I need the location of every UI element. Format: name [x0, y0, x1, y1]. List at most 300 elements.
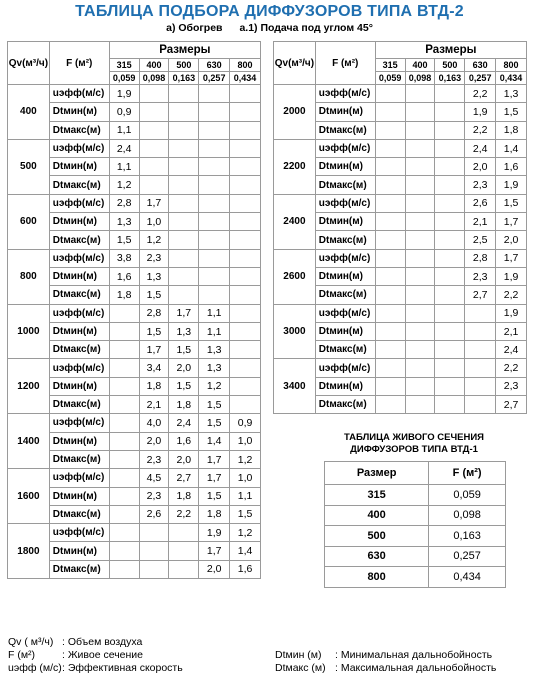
- legend-desc: : Минимальная дальнобойность: [335, 649, 493, 661]
- value-cell: [230, 176, 261, 194]
- legend-key: uэфф (м/с): [8, 662, 62, 674]
- value-cell: [435, 85, 465, 103]
- value-cell: [109, 542, 139, 560]
- value-cell: 3,8: [109, 249, 139, 267]
- value-cell: 1,5: [199, 487, 230, 505]
- row-label: uэфф(м/с): [315, 359, 375, 377]
- value-cell: [230, 103, 261, 121]
- value-cell: [375, 377, 405, 395]
- value-cell: 2,2: [496, 359, 527, 377]
- section-size: 400: [325, 505, 429, 526]
- value-cell: [435, 249, 465, 267]
- value-cell: 0,9: [230, 414, 261, 432]
- row-label: Dtмин(м): [49, 158, 109, 176]
- value-cell: 1,9: [496, 304, 527, 322]
- value-cell: [169, 231, 199, 249]
- area-800: 0,434: [230, 72, 261, 85]
- value-cell: 1,7: [199, 450, 230, 468]
- value-cell: [109, 450, 139, 468]
- value-cell: 2,3: [496, 377, 527, 395]
- legend-item: [8, 636, 183, 649]
- row-label: uэфф(м/с): [49, 249, 109, 267]
- table-row: [8, 249, 261, 267]
- section-table-title-line2: ДИФФУЗОРОВ ТИПА ВТД-1: [350, 444, 478, 455]
- value-cell: 1,2: [230, 450, 261, 468]
- table-row: [274, 85, 527, 103]
- value-cell: [405, 286, 435, 304]
- value-cell: [109, 396, 139, 414]
- value-cell: 2,0: [465, 158, 496, 176]
- table-row: [274, 359, 527, 377]
- value-cell: [405, 396, 435, 414]
- table-row: [8, 304, 261, 322]
- value-cell: [139, 176, 169, 194]
- value-cell: [375, 341, 405, 359]
- value-cell: 1,7: [139, 341, 169, 359]
- value-cell: 1,5: [230, 505, 261, 523]
- value-cell: [230, 194, 261, 212]
- value-cell: 2,0: [496, 231, 527, 249]
- legend-desc: : Эффективная скорость: [62, 662, 183, 674]
- value-cell: [375, 121, 405, 139]
- value-cell: [375, 231, 405, 249]
- value-cell: 1,6: [109, 267, 139, 285]
- row-label: uэфф(м/с): [49, 85, 109, 103]
- value-cell: 1,6: [496, 158, 527, 176]
- value-cell: [435, 213, 465, 231]
- row-label: Dtмакс(м): [49, 341, 109, 359]
- subtitle-angle: а.1) Подача под углом 45°: [239, 22, 373, 34]
- value-cell: [435, 359, 465, 377]
- value-cell: [375, 396, 405, 414]
- value-cell: [230, 158, 261, 176]
- value-cell: [405, 139, 435, 157]
- table-row: [8, 139, 261, 157]
- value-cell: 0,9: [109, 103, 139, 121]
- area-315: 0,059: [109, 72, 139, 85]
- value-cell: [435, 322, 465, 340]
- value-cell: 1,7: [139, 194, 169, 212]
- section-size: 630: [325, 546, 429, 567]
- value-cell: [109, 322, 139, 340]
- section-size: 315: [325, 485, 429, 506]
- value-cell: 1,5: [199, 396, 230, 414]
- value-cell: 2,8: [109, 194, 139, 212]
- value-cell: 2,2: [465, 121, 496, 139]
- size-400: 400: [405, 59, 435, 72]
- value-cell: 1,6: [230, 560, 261, 578]
- legend-item: [8, 649, 183, 662]
- value-cell: [465, 341, 496, 359]
- table-row: [8, 414, 261, 432]
- value-cell: [230, 249, 261, 267]
- value-cell: [109, 341, 139, 359]
- value-cell: [465, 304, 496, 322]
- value-cell: [199, 139, 230, 157]
- value-cell: [109, 432, 139, 450]
- qv-value: 3400: [274, 359, 316, 414]
- legend-key: Dtмакс (м): [275, 662, 326, 674]
- value-cell: 2,6: [465, 194, 496, 212]
- value-cell: [169, 542, 199, 560]
- value-cell: 1,4: [199, 432, 230, 450]
- value-cell: [169, 560, 199, 578]
- row-label: uэфф(м/с): [315, 304, 375, 322]
- value-cell: [375, 85, 405, 103]
- value-cell: [199, 249, 230, 267]
- row-label: Dtмин(м): [315, 158, 375, 176]
- value-cell: 2,7: [465, 286, 496, 304]
- value-cell: 2,0: [169, 450, 199, 468]
- value-cell: 1,1: [109, 158, 139, 176]
- value-cell: [405, 103, 435, 121]
- legend-desc: : Объем воздуха: [62, 636, 143, 648]
- value-cell: [230, 286, 261, 304]
- row-label: Dtмакс(м): [315, 231, 375, 249]
- row-label: Dtмакс(м): [49, 121, 109, 139]
- value-cell: [375, 176, 405, 194]
- value-cell: 1,8: [139, 377, 169, 395]
- size-315: 315: [375, 59, 405, 72]
- row-label: uэфф(м/с): [49, 304, 109, 322]
- value-cell: 2,1: [139, 396, 169, 414]
- value-cell: [405, 213, 435, 231]
- value-cell: [375, 158, 405, 176]
- value-cell: 1,5: [139, 286, 169, 304]
- value-cell: [405, 249, 435, 267]
- table-row: [8, 194, 261, 212]
- value-cell: [230, 396, 261, 414]
- value-cell: [435, 341, 465, 359]
- value-cell: 1,7: [496, 249, 527, 267]
- value-cell: 1,4: [230, 542, 261, 560]
- value-cell: 2,0: [199, 560, 230, 578]
- value-cell: 1,3: [169, 322, 199, 340]
- area-400: 0,098: [139, 72, 169, 85]
- value-cell: [375, 139, 405, 157]
- value-cell: [405, 322, 435, 340]
- value-cell: 1,8: [169, 396, 199, 414]
- section-area: 0,098: [429, 505, 506, 526]
- value-cell: 2,0: [169, 359, 199, 377]
- value-cell: [139, 158, 169, 176]
- value-cell: 1,1: [199, 304, 230, 322]
- row-label: Dtмакс(м): [315, 341, 375, 359]
- value-cell: 2,2: [465, 85, 496, 103]
- row-label: Dtмакс(м): [49, 176, 109, 194]
- value-cell: [230, 85, 261, 103]
- value-cell: [435, 194, 465, 212]
- value-cell: 2,3: [465, 267, 496, 285]
- value-cell: [435, 377, 465, 395]
- value-cell: 2,0: [139, 432, 169, 450]
- value-cell: 2,7: [169, 469, 199, 487]
- value-cell: 1,0: [230, 469, 261, 487]
- value-cell: [169, 176, 199, 194]
- row-label: Dtмакс(м): [315, 286, 375, 304]
- value-cell: [230, 377, 261, 395]
- value-cell: 1,6: [169, 432, 199, 450]
- value-cell: 1,9: [199, 524, 230, 542]
- size-630: 630: [199, 59, 230, 72]
- legend-key: F (м²): [8, 649, 36, 661]
- row-label: Dtмакс(м): [49, 231, 109, 249]
- value-cell: [375, 194, 405, 212]
- legend-left: [8, 636, 183, 675]
- value-cell: [199, 121, 230, 139]
- value-cell: 1,0: [230, 432, 261, 450]
- f-header: F (м²): [315, 42, 375, 85]
- value-cell: [109, 304, 139, 322]
- value-cell: 1,5: [169, 341, 199, 359]
- value-cell: 1,7: [496, 213, 527, 231]
- value-cell: 1,2: [139, 231, 169, 249]
- value-cell: 2,4: [465, 139, 496, 157]
- value-cell: [375, 359, 405, 377]
- page-subtitle: [0, 22, 539, 34]
- value-cell: [169, 139, 199, 157]
- qv-value: 2000: [274, 85, 316, 140]
- value-cell: [139, 85, 169, 103]
- section-area: 0,257: [429, 546, 506, 567]
- value-cell: 2,8: [139, 304, 169, 322]
- value-cell: [405, 267, 435, 285]
- value-cell: [435, 304, 465, 322]
- row-label: Dtмин(м): [315, 103, 375, 121]
- row-label: Dtмакс(м): [49, 450, 109, 468]
- value-cell: 1,5: [496, 103, 527, 121]
- value-cell: 2,3: [139, 249, 169, 267]
- value-cell: [199, 103, 230, 121]
- value-cell: [465, 322, 496, 340]
- value-cell: [199, 213, 230, 231]
- table-row: [325, 505, 506, 526]
- value-cell: [199, 231, 230, 249]
- value-cell: 1,9: [496, 176, 527, 194]
- page-title: ТАБЛИЦА ПОДБОРА ДИФФУЗОРОВ ТИПА ВТД-2: [75, 3, 464, 20]
- area-630: 0,257: [199, 72, 230, 85]
- row-label: Dtмакс(м): [49, 560, 109, 578]
- value-cell: 1,2: [230, 524, 261, 542]
- row-label: Dtмин(м): [315, 267, 375, 285]
- legend-desc: : Максимальная дальнобойность: [335, 662, 497, 674]
- value-cell: [199, 194, 230, 212]
- value-cell: 1,9: [109, 85, 139, 103]
- value-cell: 3,4: [139, 359, 169, 377]
- value-cell: 2,8: [465, 249, 496, 267]
- value-cell: [230, 359, 261, 377]
- value-cell: [435, 396, 465, 414]
- row-label: Dtмин(м): [49, 377, 109, 395]
- value-cell: [465, 396, 496, 414]
- legend-item: [8, 662, 183, 675]
- value-cell: [169, 267, 199, 285]
- value-cell: [109, 469, 139, 487]
- size-800: 800: [496, 59, 527, 72]
- value-cell: [405, 194, 435, 212]
- value-cell: 1,5: [109, 231, 139, 249]
- value-cell: [230, 267, 261, 285]
- legend-key: Dtмин (м): [275, 649, 322, 661]
- section-table-title: [314, 432, 514, 456]
- sizes-header: Размеры: [109, 42, 260, 59]
- size-315: 315: [109, 59, 139, 72]
- row-label: Dtмакс(м): [49, 505, 109, 523]
- value-cell: [375, 103, 405, 121]
- value-cell: 1,2: [199, 377, 230, 395]
- area-630: 0,257: [465, 72, 496, 85]
- table-row: [274, 194, 527, 212]
- value-cell: [230, 304, 261, 322]
- section-area: 0,059: [429, 485, 506, 506]
- legend-key: Qv ( м³/ч): [8, 636, 54, 648]
- f-header: F (м²): [49, 42, 109, 85]
- row-label: Dtмин(м): [49, 103, 109, 121]
- value-cell: 4,0: [139, 414, 169, 432]
- value-cell: [109, 377, 139, 395]
- section-area: 0,434: [429, 567, 506, 588]
- value-cell: 2,3: [139, 487, 169, 505]
- qv-value: 600: [8, 194, 50, 249]
- value-cell: [199, 158, 230, 176]
- value-cell: 1,5: [169, 377, 199, 395]
- value-cell: [169, 213, 199, 231]
- value-cell: [199, 176, 230, 194]
- value-cell: 1,7: [169, 304, 199, 322]
- row-label: Dtмин(м): [49, 432, 109, 450]
- table-row: [325, 567, 506, 588]
- table-row: [274, 249, 527, 267]
- value-cell: [169, 194, 199, 212]
- size-630: 630: [465, 59, 496, 72]
- row-label: uэфф(м/с): [315, 85, 375, 103]
- row-label: Dtмин(м): [49, 213, 109, 231]
- value-cell: 1,2: [109, 176, 139, 194]
- value-cell: 1,1: [109, 121, 139, 139]
- value-cell: 1,3: [109, 213, 139, 231]
- value-cell: 1,1: [199, 322, 230, 340]
- area-315: 0,059: [375, 72, 405, 85]
- area-500: 0,163: [169, 72, 199, 85]
- table-row: [8, 469, 261, 487]
- value-cell: [230, 231, 261, 249]
- section-area: 0,163: [429, 526, 506, 547]
- value-cell: [139, 103, 169, 121]
- selection-table-left: [7, 41, 261, 579]
- row-label: uэфф(м/с): [49, 359, 109, 377]
- value-cell: 1,1: [230, 487, 261, 505]
- section-size: 800: [325, 567, 429, 588]
- value-cell: 1,7: [199, 469, 230, 487]
- value-cell: [435, 121, 465, 139]
- value-cell: [405, 85, 435, 103]
- area-500: 0,163: [435, 72, 465, 85]
- value-cell: [405, 304, 435, 322]
- size-800: 800: [230, 59, 261, 72]
- value-cell: [435, 231, 465, 249]
- qv-value: 500: [8, 139, 50, 194]
- row-label: uэфф(м/с): [49, 469, 109, 487]
- qv-value: 1000: [8, 304, 50, 359]
- value-cell: [375, 249, 405, 267]
- table-row: [274, 304, 527, 322]
- table-row: [274, 139, 527, 157]
- value-cell: [435, 267, 465, 285]
- value-cell: 2,3: [465, 176, 496, 194]
- value-cell: [139, 524, 169, 542]
- size-500: 500: [435, 59, 465, 72]
- section-col-area: F (м²): [429, 462, 506, 485]
- qv-value: 2200: [274, 139, 316, 194]
- value-cell: 2,2: [169, 505, 199, 523]
- value-cell: [465, 377, 496, 395]
- qv-header: Qv(м³/ч): [8, 42, 50, 85]
- value-cell: [169, 85, 199, 103]
- value-cell: 1,8: [199, 505, 230, 523]
- row-label: uэфф(м/с): [315, 139, 375, 157]
- value-cell: [109, 560, 139, 578]
- qv-value: 1200: [8, 359, 50, 414]
- qv-value: 2600: [274, 249, 316, 304]
- value-cell: 1,9: [496, 267, 527, 285]
- value-cell: [199, 85, 230, 103]
- value-cell: 1,5: [139, 322, 169, 340]
- table-row: [325, 485, 506, 506]
- value-cell: [230, 121, 261, 139]
- value-cell: 2,4: [496, 341, 527, 359]
- legend-right: [275, 649, 496, 675]
- value-cell: 1,3: [496, 85, 527, 103]
- value-cell: [375, 304, 405, 322]
- value-cell: [199, 267, 230, 285]
- section-col-size: Размер: [325, 462, 429, 485]
- value-cell: 1,9: [465, 103, 496, 121]
- qv-value: 1800: [8, 524, 50, 579]
- value-cell: 1,0: [139, 213, 169, 231]
- value-cell: 1,7: [199, 542, 230, 560]
- row-label: uэфф(м/с): [315, 194, 375, 212]
- value-cell: 2,6: [139, 505, 169, 523]
- section-table-title-line1: ТАБЛИЦА ЖИВОГО СЕЧЕНИЯ: [343, 432, 485, 443]
- value-cell: [109, 505, 139, 523]
- value-cell: [230, 322, 261, 340]
- qv-value: 1600: [8, 469, 50, 524]
- value-cell: [435, 158, 465, 176]
- value-cell: [375, 322, 405, 340]
- value-cell: [405, 359, 435, 377]
- value-cell: [375, 267, 405, 285]
- table-row: [325, 526, 506, 547]
- value-cell: 2,3: [139, 450, 169, 468]
- value-cell: 1,5: [496, 194, 527, 212]
- value-cell: 2,4: [169, 414, 199, 432]
- value-cell: 2,5: [465, 231, 496, 249]
- row-label: uэфф(м/с): [49, 414, 109, 432]
- row-label: Dtмакс(м): [315, 396, 375, 414]
- value-cell: 1,4: [496, 139, 527, 157]
- qv-value: 400: [8, 85, 50, 140]
- value-cell: [109, 524, 139, 542]
- subtitle-heating: а) Обогрев: [166, 22, 223, 34]
- value-cell: [405, 176, 435, 194]
- table-row: [8, 524, 261, 542]
- value-cell: [109, 359, 139, 377]
- value-cell: [139, 121, 169, 139]
- sizes-header: Размеры: [375, 42, 526, 59]
- row-label: Dtмакс(м): [315, 176, 375, 194]
- value-cell: [230, 213, 261, 231]
- value-cell: [405, 121, 435, 139]
